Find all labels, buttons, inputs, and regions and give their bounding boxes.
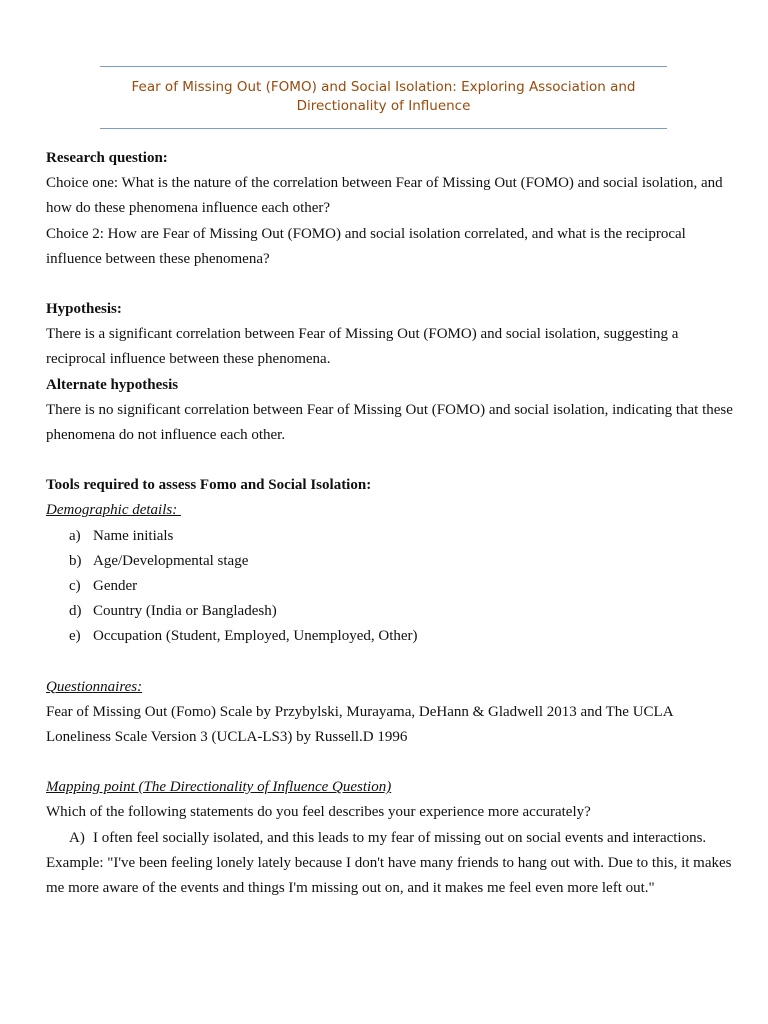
research-choice-one: Choice one: What is the nature of the correlation between Fear of Missing Out (FOMO) and social isolation, and how do these phenomena influence each other? [46,175,723,217]
list-item: A) I often feel socially isolated, and this leads to my fear of missing out on social events and interactions. [69,829,707,846]
research-question-heading: Research question: [46,150,168,166]
alternate-hypothesis-heading: Alternate hypothesis [46,376,179,393]
title-bottom-rule [100,128,667,129]
mapping-point-heading: Mapping point (The Directionality of Influence Question) [46,779,392,796]
research-choice-two: Choice 2: How are Fear of Missing Out (FOMO) and social isolation correlated, and what is the reciprocal influence between these phenomena? [46,225,686,267]
hypothesis-heading: Hypothesis: [46,301,122,318]
tools-heading: Tools required to assess Fomo and Social Isolation: [46,477,372,494]
questionnaires-heading: Questionnaires: [46,678,143,695]
alternate-hypothesis-text: There is no significant correlation between Fear of Missing Out (FOMO) and social isolation, indicating that these phenomena do not influence each other. [46,401,733,444]
demographic-list [46,524,736,650]
list-item: c) Gender [69,578,138,595]
mapping-options [46,826,736,851]
title-top-rule [100,66,667,67]
hypothesis-text: There is a significant correlation between Fear of Missing Out (FOMO) and social isolation, suggesting a reciprocal influence between these phenomena. [46,326,679,368]
mapping-prompt: Which of the following statements do you feel describes your experience more accurately? [46,804,591,821]
list-item: a) Name initials [69,527,174,544]
questionnaires-text: Fear of Missing Out (Fomo) Scale by Przybylski, Murayama, DeHann & Gladwell 2013 and The UCLA Loneliness Scale Version 3 (UCLA-LS3) by Russell.D 1996 [46,703,673,746]
mapping-example: Example: "I've been feeling lonely lately because I don't have many friends to hang out with. Due to this, it makes me more aware of the events and things I'm missing out on, and it makes me feel even more left out." [46,854,732,897]
demographic-details-heading: Demographic details: [46,502,181,519]
document-body [46,146,736,901]
document-title: Fear of Missing Out (FOMO) and Social Isolation: Exploring Association and Directionality of Influence [131,79,636,114]
list-item: e) Occupation (Student, Employed, Unemployed, Other) [69,628,418,645]
list-item: d) Country (India or Bangladesh) [69,603,277,620]
list-item: b) Age/Developmental stage [69,552,249,569]
